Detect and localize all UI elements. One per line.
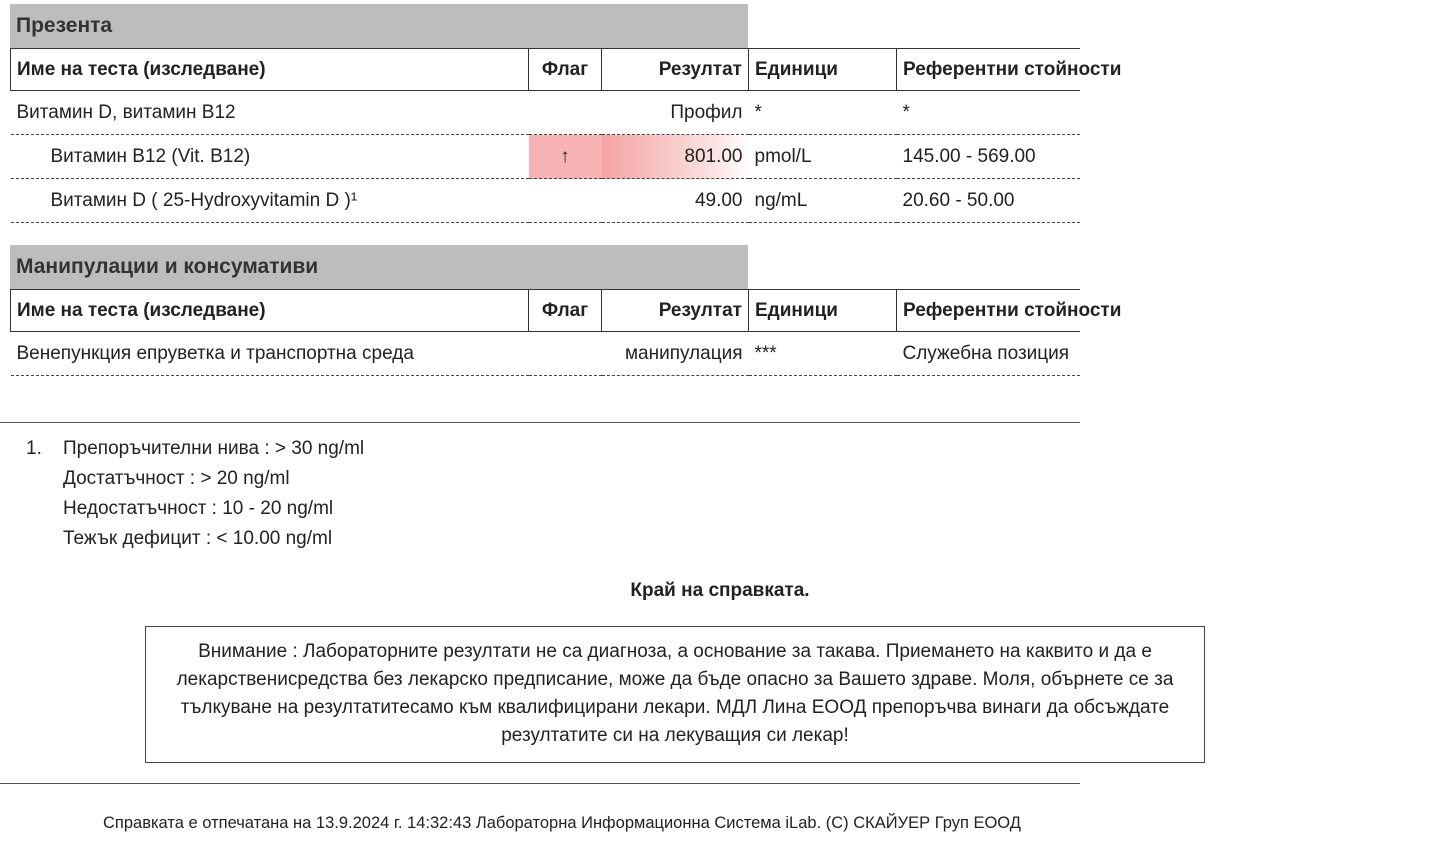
warning-line: тълкуване на резултатитесамо към квалифицирани лекари. МДЛ Лина ЕООД препоръчва винаги да обсъждате xyxy=(180,697,1170,718)
col-header-flag: Флаг xyxy=(529,290,602,332)
warning-line: резултатите си на лекуващия си лекар! xyxy=(501,725,849,746)
footnote-line: Препоръчителни нива : > 30 ng/ml xyxy=(63,438,365,459)
footnotes xyxy=(26,434,364,554)
flag-cell xyxy=(529,179,602,223)
units-value: *** xyxy=(749,332,897,376)
test-name: Витамин D, витамин B12 xyxy=(11,91,529,135)
end-of-report: Край на справката. xyxy=(630,580,810,601)
flag-cell xyxy=(529,332,602,376)
table-row xyxy=(11,135,1081,179)
warning-line: лекарственисредства без лекарско предписание, може да бъде опасно за Вашето здраве. Моля, обърнете се за xyxy=(176,669,1174,690)
col-header-result: Резултат xyxy=(602,290,749,332)
units-value: ng/mL xyxy=(749,179,897,223)
table-header-row xyxy=(11,290,1081,332)
col-header-reference: Референтни стойности xyxy=(897,290,1081,332)
units-value: * xyxy=(749,91,897,135)
reference-value: * xyxy=(897,91,1081,135)
result-value: 801.00 xyxy=(602,135,749,179)
units-value: pmol/L xyxy=(749,135,897,179)
col-header-flag: Флаг xyxy=(529,49,602,91)
footnote-line: Достатъчност : > 20 ng/ml xyxy=(63,468,290,489)
results-table xyxy=(10,289,1122,376)
print-footer: Справката е отпечатана на 13.9.2024 г. 14:32:43 Лабораторна Информационна Система iLab. (C) СКАЙУЕР Груп ЕООД xyxy=(103,814,1021,832)
col-header-name: Име на теста (изследване) xyxy=(11,290,529,332)
flag-high-arrow-icon: ↑ xyxy=(529,135,602,179)
col-header-reference: Референтни стойности xyxy=(897,49,1081,91)
warning-box xyxy=(145,626,1205,763)
reference-value: 145.00 - 569.00 xyxy=(897,135,1081,179)
table-row xyxy=(11,332,1081,376)
result-value: Профил xyxy=(602,91,749,135)
reference-value: Служебна позиция xyxy=(897,332,1081,376)
results-table xyxy=(10,48,1122,223)
section-manipulations xyxy=(10,245,1122,376)
result-value: манипулация xyxy=(602,332,749,376)
divider xyxy=(0,783,1080,784)
footnote-item xyxy=(26,434,364,554)
table-row xyxy=(11,179,1081,223)
test-name: Витамин D ( 25-Hydroxyvitamin D )¹ xyxy=(11,179,529,223)
table-header-row xyxy=(11,49,1081,91)
table-row xyxy=(11,91,1081,135)
footnote-line: Тежък дефицит : < 10.00 ng/ml xyxy=(63,528,333,549)
test-name: Витамин B12 (Vit. B12) xyxy=(11,135,529,179)
flag-cell xyxy=(529,91,602,135)
col-header-units: Единици xyxy=(749,290,897,332)
footnote-line: Недостатъчност : 10 - 20 ng/ml xyxy=(63,498,334,519)
section-title: Презента xyxy=(10,4,748,48)
reference-value: 20.60 - 50.00 xyxy=(897,179,1081,223)
result-value: 49.00 xyxy=(602,179,749,223)
section-presenta xyxy=(10,4,1122,223)
warning-line: Внимание : Лабораторните резултати не са диагноза, а основание за такава. Приемането на каквито и да е xyxy=(198,641,1152,662)
col-header-name: Име на теста (изследване) xyxy=(11,49,529,91)
col-header-result: Резултат xyxy=(602,49,749,91)
footnote-number: 1. xyxy=(26,438,42,459)
divider xyxy=(0,422,1080,423)
col-header-units: Единици xyxy=(749,49,897,91)
section-title: Манипулации и консумативи xyxy=(10,245,748,289)
test-name: Венепункция епруветка и транспортна среда xyxy=(11,332,529,376)
